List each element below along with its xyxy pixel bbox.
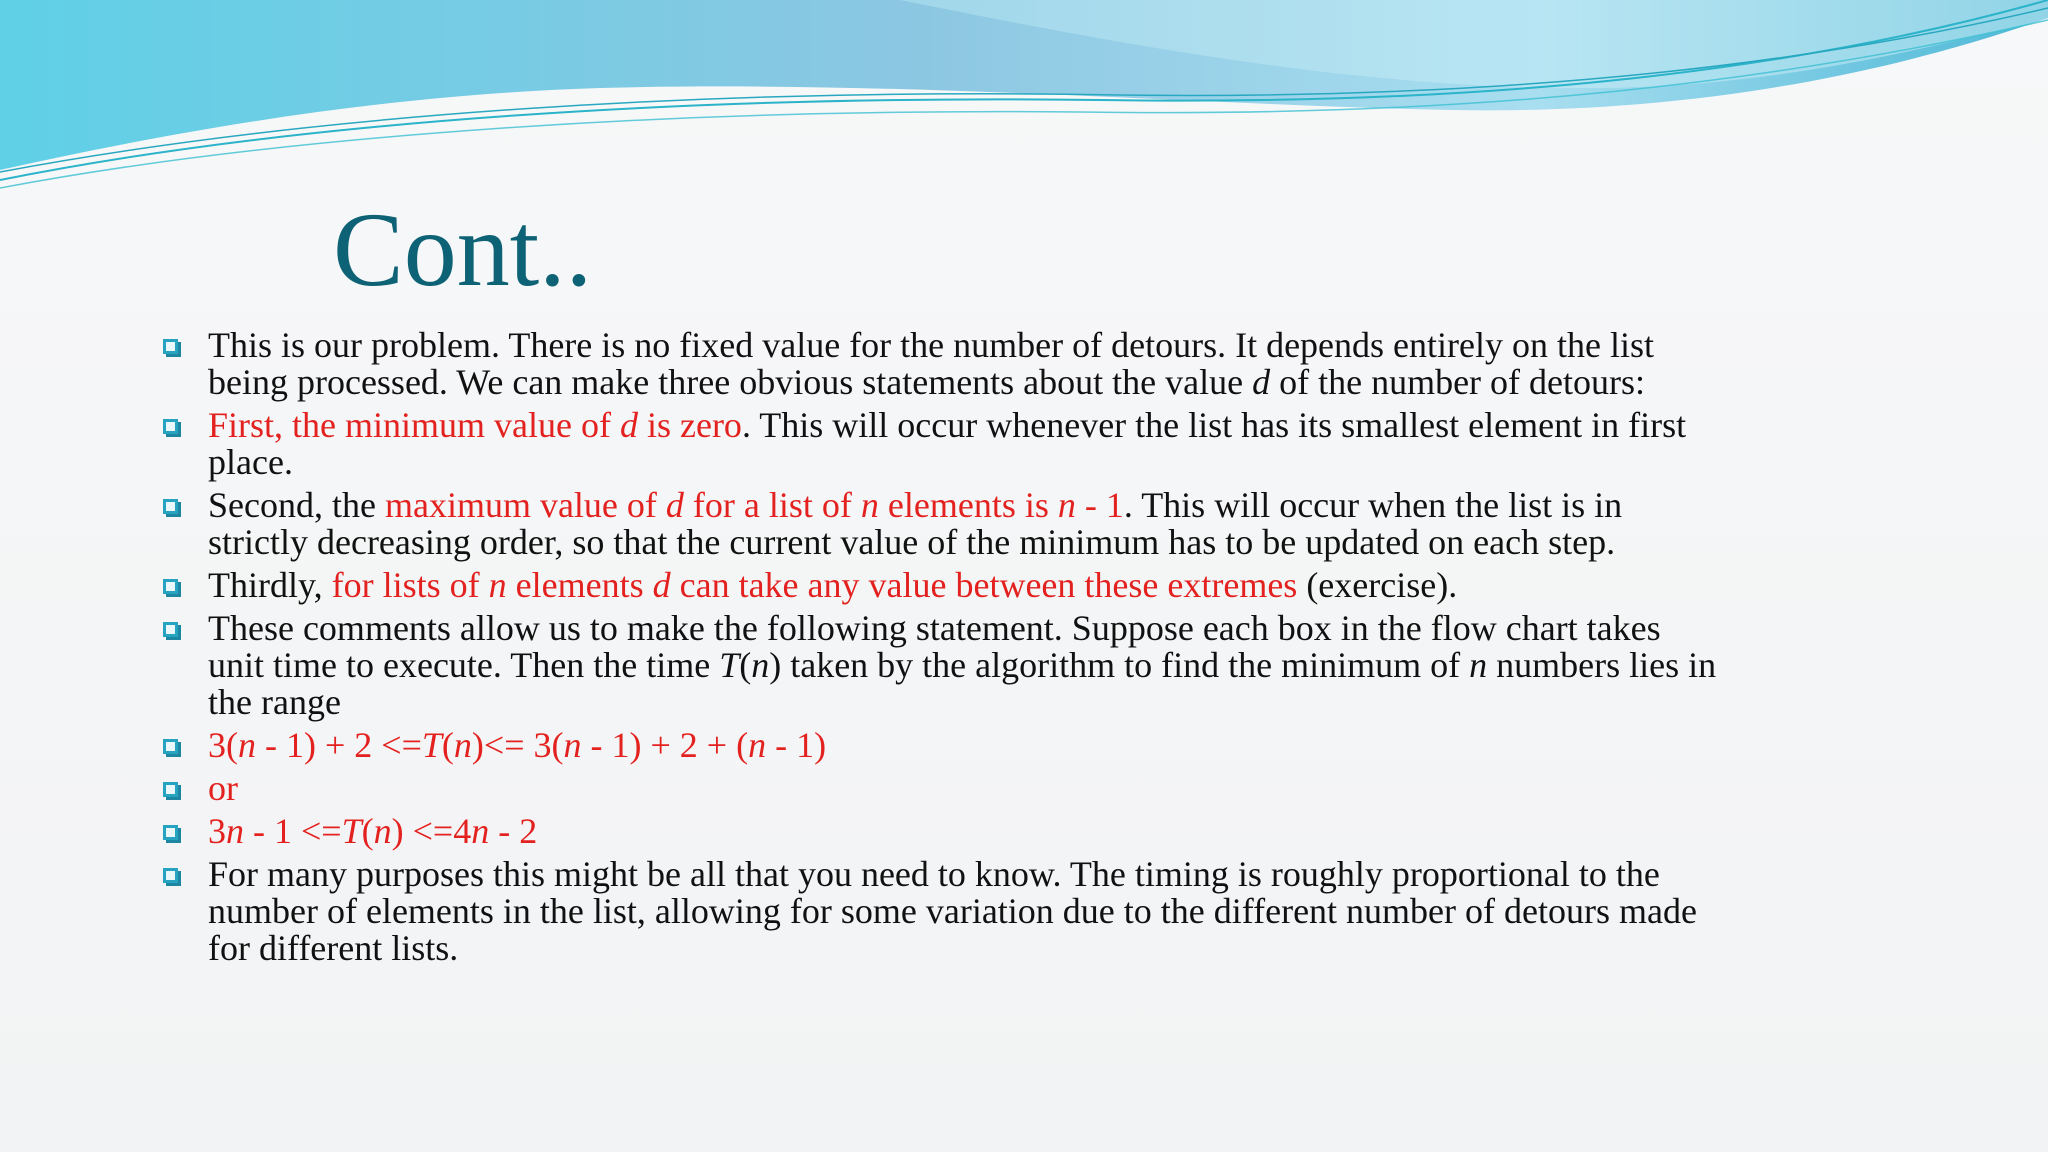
highlighted-text: ( xyxy=(361,811,374,851)
bullet-text xyxy=(208,610,1720,721)
math-variable: d xyxy=(619,405,638,445)
bullet-item xyxy=(160,407,1720,481)
highlighted-text: elements xyxy=(506,565,653,605)
math-variable: n xyxy=(860,485,879,525)
math-variable: n xyxy=(226,811,244,851)
highlighted-text: ( xyxy=(441,725,454,765)
bullet-item xyxy=(160,813,1720,850)
text-run: This is our problem. There is no fixed value for the number of detours. It depends entirely on the list being processed. We can make three obvious statements about the value xyxy=(208,325,1654,402)
bullet-item xyxy=(160,327,1720,401)
text-run: numbers lies in the range xyxy=(208,645,1717,722)
square-checkbox-icon xyxy=(163,579,178,594)
bullet-item xyxy=(160,487,1720,561)
square-checkbox-icon xyxy=(163,825,178,840)
highlighted-text: for a list of xyxy=(683,485,861,525)
bullet-item xyxy=(160,856,1720,967)
bullet-text xyxy=(208,487,1720,561)
highlighted-text: 3 xyxy=(208,811,226,851)
math-variable: T xyxy=(719,645,740,685)
math-variable: n xyxy=(1057,485,1076,525)
math-variable: T xyxy=(421,725,442,765)
text-run: ) taken by the algorithm to find the minimum of xyxy=(769,645,1470,685)
text-run: Thirdly, xyxy=(208,565,332,605)
math-variable: n xyxy=(1469,645,1488,685)
bullet-text xyxy=(208,327,1720,401)
text-run: of the number of detours: xyxy=(1270,362,1646,402)
highlighted-text: can take any value between these extremes xyxy=(670,565,1298,605)
header-wave-decoration xyxy=(0,0,2048,200)
square-checkbox-icon xyxy=(163,339,178,354)
text-run: . This will occur whenever the list has its smallest element in first place. xyxy=(208,405,1687,482)
highlighted-text: - 2 xyxy=(489,811,538,851)
text-run: (exercise). xyxy=(1297,565,1458,605)
highlighted-text: is zero xyxy=(637,405,742,445)
math-variable: d xyxy=(665,485,684,525)
bullet-item xyxy=(160,770,1720,807)
math-variable: d xyxy=(1252,362,1271,402)
highlighted-text: 3( xyxy=(208,725,238,765)
highlighted-text: - 1) xyxy=(766,725,827,765)
math-variable: n xyxy=(751,645,770,685)
square-checkbox-icon xyxy=(163,739,178,754)
bullet-text xyxy=(208,567,1720,604)
highlighted-text: First, the minimum value of xyxy=(208,405,620,445)
text-run: Second, the xyxy=(208,485,385,525)
square-checkbox-icon xyxy=(163,868,178,883)
bullet-item xyxy=(160,610,1720,721)
bullet-text xyxy=(208,727,1720,764)
math-variable: n xyxy=(563,725,582,765)
bullet-text xyxy=(208,813,1720,850)
square-checkbox-icon xyxy=(163,622,178,637)
highlighted-text: )<= 3( xyxy=(471,725,564,765)
bullet-list xyxy=(160,327,1720,973)
square-checkbox-icon xyxy=(163,782,178,797)
highlighted-text: - 1 <= xyxy=(244,811,342,851)
math-variable: n xyxy=(471,811,490,851)
math-variable: n xyxy=(488,565,507,605)
highlighted-text: - 1 xyxy=(1075,485,1124,525)
square-checkbox-icon xyxy=(163,419,178,434)
highlighted-text: ) <=4 xyxy=(391,811,472,851)
text-run: For many purposes this might be all that you need to know. The timing is roughly proportional to the number of elements in the list, allowing for some variation due to the different number of detours made for different lists. xyxy=(208,854,1697,968)
text-run: ( xyxy=(739,645,752,685)
text-run: These comments allow us to make the following statement. Suppose each box in the flow chart takes unit time to execute. Then the time xyxy=(208,608,1661,685)
math-variable: T xyxy=(341,811,362,851)
math-variable: n xyxy=(748,725,767,765)
highlighted-text: or xyxy=(208,768,238,808)
math-variable: n xyxy=(373,811,392,851)
math-variable: n xyxy=(238,725,256,765)
square-checkbox-icon xyxy=(163,499,178,514)
highlighted-text: - 1) + 2 <= xyxy=(256,725,422,765)
bullet-item xyxy=(160,567,1720,604)
math-variable: d xyxy=(652,565,671,605)
bullet-text xyxy=(208,770,1720,807)
text-run: . This will occur when the list is in strictly decreasing order, so that the current value of the minimum has to be updated on each step. xyxy=(208,485,1623,562)
bullet-text xyxy=(208,856,1720,967)
math-variable: n xyxy=(453,725,472,765)
highlighted-text: elements is xyxy=(878,485,1058,525)
bullet-item xyxy=(160,727,1720,764)
highlighted-text: for lists of xyxy=(331,565,489,605)
highlighted-text: maximum value of xyxy=(384,485,666,525)
highlighted-text: - 1) + 2 + ( xyxy=(581,725,749,765)
slide-title: Cont.. xyxy=(333,191,593,308)
bullet-text xyxy=(208,407,1720,481)
